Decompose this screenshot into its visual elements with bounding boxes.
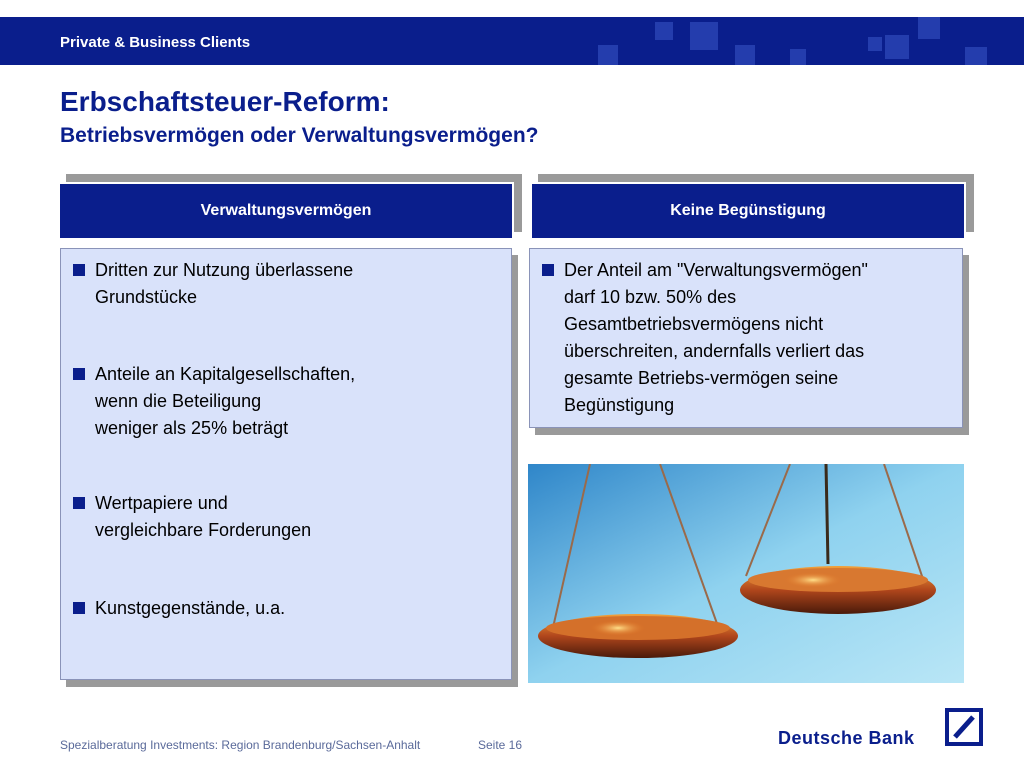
decorative-square: [868, 37, 882, 51]
scales-photo: [528, 464, 964, 683]
bullet-text: Dritten zur Nutzung überlassene Grundstücke: [95, 260, 354, 307]
left-box-heading: Verwaltungsvermögen: [58, 182, 514, 240]
left-bullet-3: [73, 490, 503, 544]
left-bullet-1: [73, 257, 503, 311]
decorative-square: [735, 45, 755, 65]
right-bullet-1: [542, 257, 960, 419]
bullet-square-icon: [73, 264, 85, 276]
bullet-square-icon: [73, 368, 85, 380]
page-number: Seite 16: [478, 738, 523, 752]
decorative-square: [598, 45, 618, 65]
brand-name: Deutsche Bank: [778, 728, 915, 748]
bullet-square-icon: [73, 497, 85, 509]
page-title: Erbschaftsteuer-Reform:: [60, 86, 390, 117]
header-bar: [0, 17, 1024, 65]
decorative-square: [790, 49, 806, 65]
deutsche-bank-logo-icon: [945, 708, 983, 746]
decorative-square: [690, 22, 718, 50]
bullet-square-icon: [73, 602, 85, 614]
right-box-heading: Keine Begünstigung: [530, 182, 966, 240]
bullet-text: Der Anteil am "Verwaltungsvermögen" darf 10 bzw. 50% des Gesamtbetriebsvermögens nicht überschreiten, andernfalls verliert das gesamte Betriebs-vermögen seine Begünstigung: [564, 260, 868, 415]
bullet-text: Wertpapiere und vergleichbare Forderungen: [95, 493, 312, 540]
decorative-square: [965, 47, 987, 65]
scales-illustration: [528, 464, 964, 683]
header-label: Private & Business Clients: [60, 34, 251, 51]
left-bullet-4: [73, 595, 503, 622]
bullet-text: Anteile an Kapitalgesellschaften, wenn die Beteiligung weniger als 25% beträgt: [95, 364, 356, 438]
footer-text: Spezialberatung Investments: Region Brandenburg/Sachsen-Anhalt: [60, 738, 421, 752]
left-bullet-2: [73, 361, 503, 442]
bullet-square-icon: [542, 264, 554, 276]
page-subtitle: Betriebsvermögen oder Verwaltungsvermögen?: [60, 124, 539, 147]
decorative-square: [885, 35, 909, 59]
bullet-text: Kunstgegenstände, u.a.: [95, 598, 286, 618]
decorative-square: [655, 22, 673, 40]
decorative-square: [918, 17, 940, 39]
